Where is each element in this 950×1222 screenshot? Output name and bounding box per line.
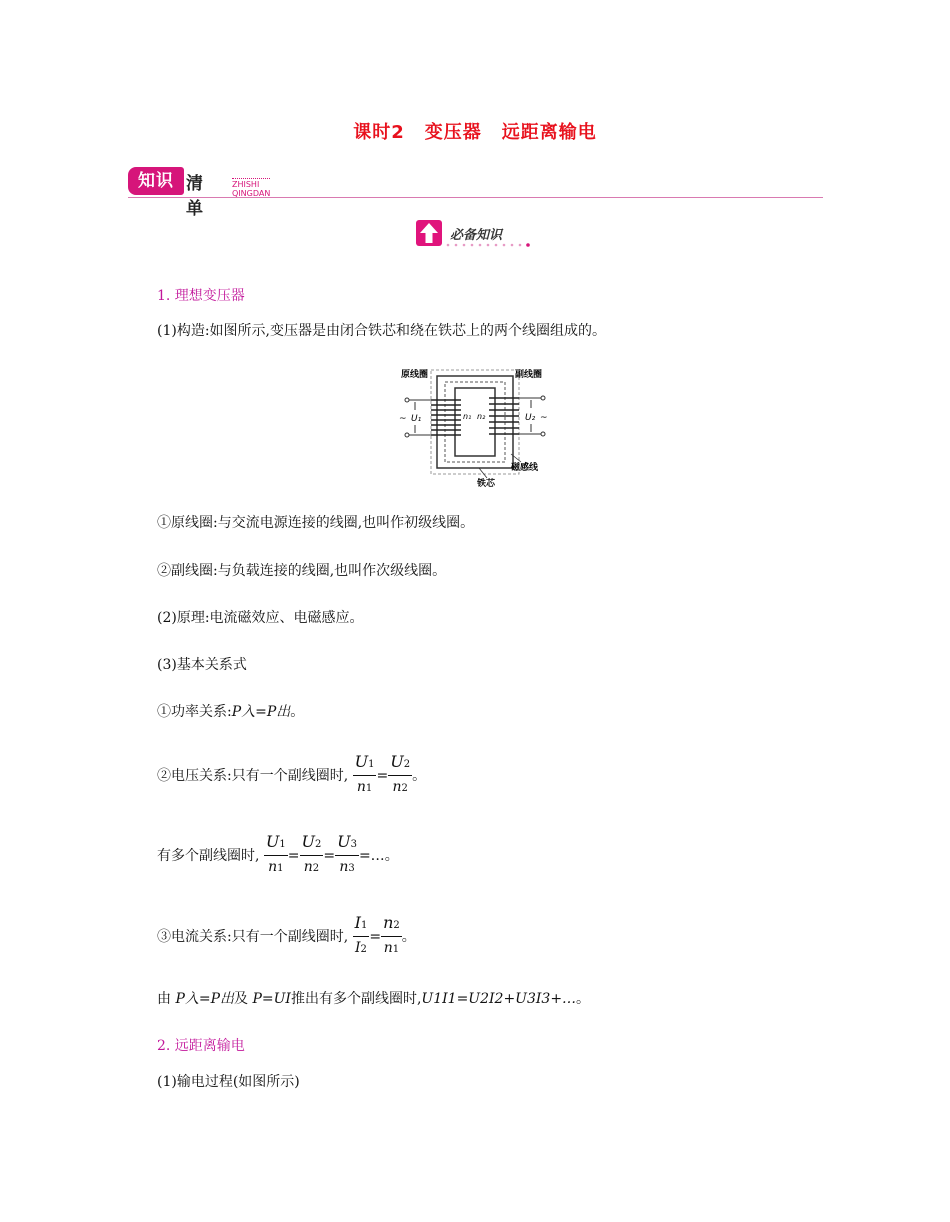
power-end: 。 bbox=[290, 704, 305, 720]
banner-divider bbox=[128, 197, 823, 198]
voltage-end: 。 bbox=[412, 768, 427, 784]
power-prefix: ①功率关系: bbox=[157, 704, 232, 720]
current-end: 。 bbox=[401, 929, 416, 945]
derivation-text bbox=[157, 988, 590, 1008]
ac-source-icon: ~ bbox=[399, 414, 407, 424]
power-relation bbox=[157, 701, 304, 721]
multi-coil-voltage-relation: 有多个副线圈时, $\frac{U1}{n1}$ = $\frac{U2}{n2}$ = $\frac{U3}{n3}$ =…。 bbox=[157, 832, 399, 880]
transmission-process-text: (1)输电过程(如图所示) bbox=[157, 1074, 300, 1090]
label-secondary-coil: 副线圈 bbox=[515, 370, 543, 380]
current-prefix: ③电流关系:只有一个副线圈时, bbox=[157, 929, 349, 945]
page-title bbox=[0, 118, 950, 144]
fraction-u2-n2: $\frac{U2}{n2}$ bbox=[390, 752, 411, 795]
primary-coil-text: ①原线圈:与交流电源连接的线圈,也叫作初级线圈。 bbox=[157, 515, 475, 531]
title-topic-2: 远距离输电 bbox=[501, 122, 597, 143]
title-lesson: 课时2 bbox=[353, 122, 405, 143]
label-flux-lines: 磁感线 bbox=[511, 463, 539, 473]
title-topic-1: 变压器 bbox=[424, 122, 482, 143]
derive-prefix: 由 bbox=[157, 991, 176, 1007]
section-label: 必备知识 bbox=[450, 228, 503, 243]
fraction-u2-n2-multi: $\frac{U2}{n2}$ bbox=[301, 832, 322, 875]
multi-end: 。 bbox=[384, 848, 399, 864]
multi-prefix: 有多个副线圈时, bbox=[157, 848, 260, 864]
dotted-underline-icon bbox=[446, 243, 530, 247]
voltage-relation: ②电压关系:只有一个副线圈时, $\frac{U1}{n1}$ = $\frac{U2}{n2}$ 。 bbox=[157, 752, 426, 800]
label-u2: U₂ bbox=[525, 413, 536, 423]
arrow-up-icon bbox=[416, 220, 442, 246]
transformer-diagram bbox=[383, 362, 553, 490]
fraction-u1-n1: $\frac{U1}{n1}$ bbox=[354, 752, 375, 795]
label-u1: U₁ bbox=[411, 414, 422, 424]
fraction-i1-i2: $\frac{I1}{I2}$ bbox=[354, 913, 368, 956]
principle-text: (2)原理:电流磁效应、电磁感应。 bbox=[157, 610, 364, 626]
voltage-prefix: ②电压关系:只有一个副线圈时, bbox=[157, 768, 349, 784]
banner-pinyin: ZHISHI QINGDAN bbox=[232, 180, 271, 198]
current-relation: ③电流关系:只有一个副线圈时, $\frac{I1}{I2}$ = $\frac{n2}{n1}$ 。 bbox=[157, 913, 416, 961]
label-n1: n₁ bbox=[463, 412, 472, 421]
heading-ideal-transformer: 1. 理想变压器 bbox=[157, 288, 245, 304]
fraction-u1-n1-multi: $\frac{U1}{n1}$ bbox=[265, 832, 286, 875]
ac-output-icon: ~ bbox=[540, 413, 548, 423]
derive-power-formula: P入=P出 bbox=[175, 991, 235, 1007]
construction-text: (1)构造:如图所示,变压器是由闭合铁芯和绕在铁芯上的两个线圈组成的。 bbox=[157, 323, 606, 339]
derive-mid2: 推出有多个副线圈时, bbox=[290, 991, 422, 1007]
banner-badge: 知识 bbox=[128, 167, 184, 195]
label-n2: n₂ bbox=[477, 412, 486, 421]
derive-pui-formula: P=UI bbox=[252, 991, 291, 1007]
fraction-n2-n1: $\frac{n2}{n1}$ bbox=[383, 913, 400, 956]
basic-relations-text: (3)基本关系式 bbox=[157, 657, 247, 673]
derive-multi-formula: U1I1=U2I2+U3I3+… bbox=[421, 991, 577, 1007]
power-formula: P入=P出 bbox=[231, 704, 291, 720]
heading-long-distance: 2. 远距离输电 bbox=[157, 1038, 245, 1054]
derive-end: 。 bbox=[576, 991, 591, 1007]
derive-mid: 及 bbox=[234, 991, 253, 1007]
banner-text: 清单 bbox=[186, 174, 203, 219]
label-primary-coil: 原线圈 bbox=[401, 370, 429, 380]
secondary-coil-text: ②副线圈:与负载连接的线圈,也叫作次级线圈。 bbox=[157, 563, 447, 579]
label-iron-core: 铁芯 bbox=[477, 479, 496, 489]
fraction-u3-n3: $\frac{U3}{n3}$ bbox=[337, 832, 357, 875]
